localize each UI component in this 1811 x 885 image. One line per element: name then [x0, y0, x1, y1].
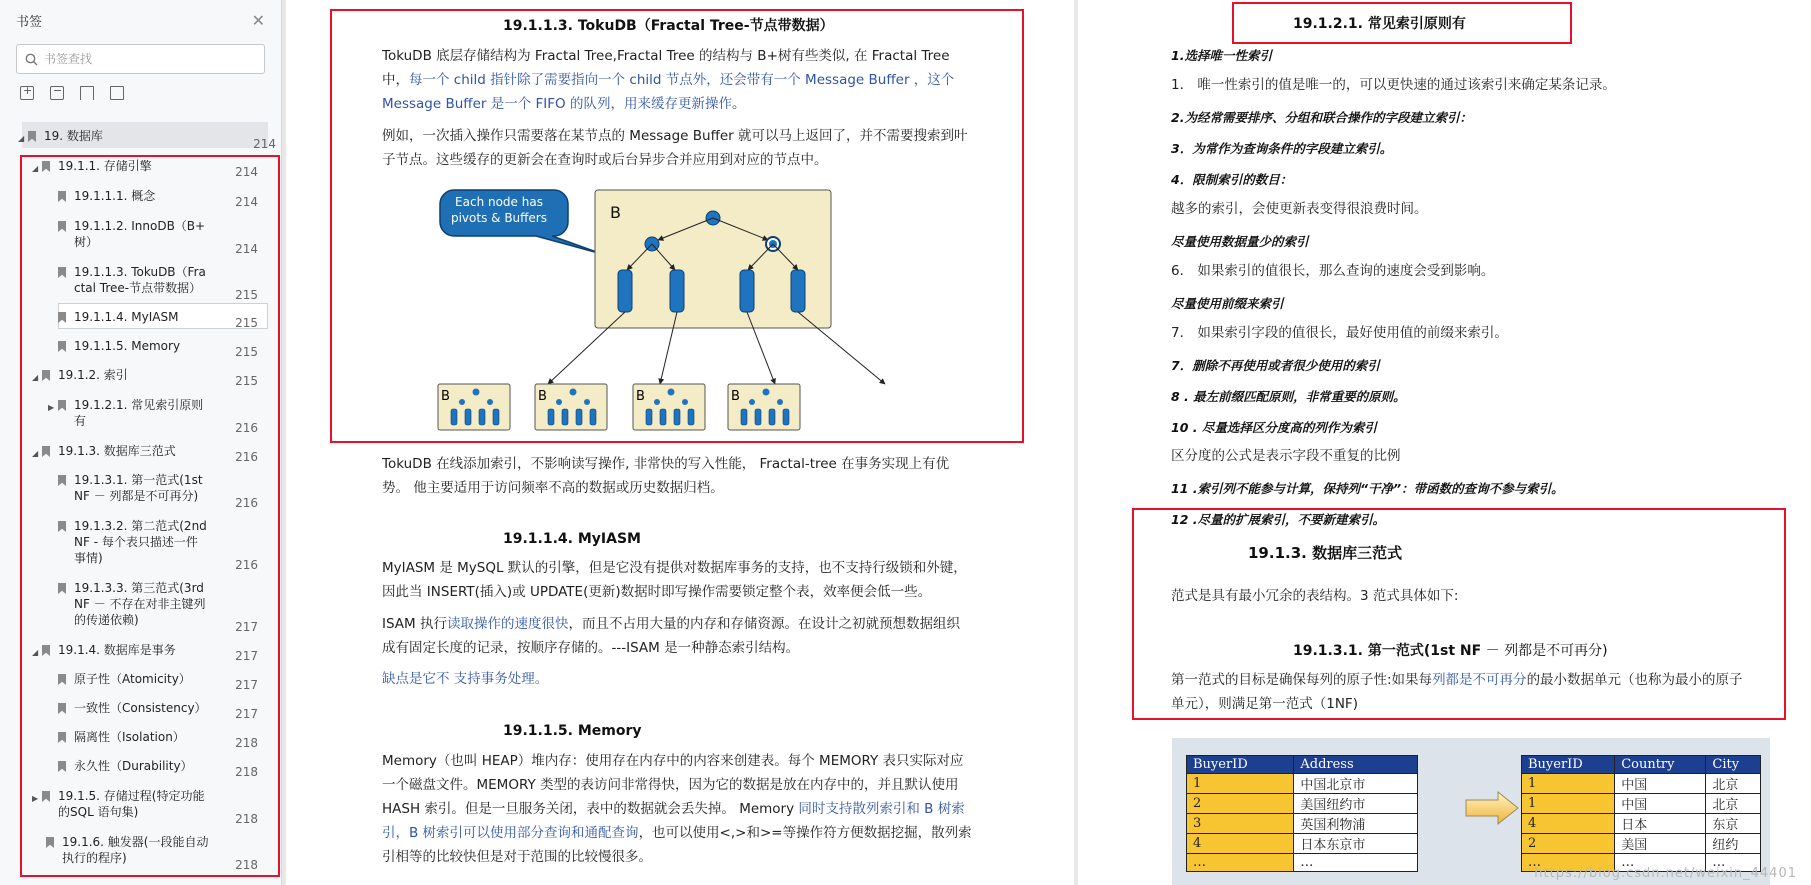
tree-item[interactable] — [32, 367, 270, 386]
text-line: 势。 他主要适用于访问频率不高的数据或历史数据归档。 — [382, 480, 724, 496]
paragraph — [382, 612, 982, 660]
tree-item-page: 217 — [235, 649, 258, 663]
column-header: Address — [1294, 756, 1418, 774]
section-heading-tokudb: 19.1.1.3. TokuDB（Fractal Tree-节点带数据） — [503, 18, 834, 34]
paragraph — [382, 124, 982, 172]
bookmark-icon — [58, 583, 66, 594]
tree-item-page: 217 — [235, 678, 258, 692]
text-line — [382, 68, 982, 92]
table-cell: 日本 — [1615, 814, 1706, 834]
leaf-buffer — [769, 409, 775, 425]
leaf-pivot — [459, 399, 465, 405]
label-line: 事情) — [74, 551, 103, 565]
column-header: BuyerID — [1187, 756, 1294, 774]
bookmark-sidebar — [0, 0, 282, 885]
text-line: 单元），则满足第一范式（1NF) — [1171, 696, 1358, 712]
table-cell: … — [1294, 854, 1418, 872]
leaf-node — [728, 384, 800, 430]
bookmark-icon — [58, 674, 66, 685]
table-cell: 中国 — [1615, 794, 1706, 814]
column-header: BuyerID — [1522, 756, 1615, 774]
text-line: 子节点。这些缓存的更新会在查询时或后台异步合并应用到对应的节点中。 — [382, 152, 828, 168]
paragraph — [1171, 668, 1781, 716]
tree-item-page: 218 — [235, 736, 258, 750]
bookmark-icon — [58, 341, 66, 352]
highlighted-text: 读取操作的速度很快 — [446, 616, 569, 632]
bookmark-icon — [58, 761, 66, 772]
leaf-pivot — [584, 399, 590, 405]
collapse-caret-icon[interactable]: ◢ — [32, 164, 39, 173]
table-cell: 3 — [1187, 814, 1294, 834]
bookmark-icon — [42, 370, 50, 381]
tree-item-label: 19.1.2. 索引 — [58, 368, 128, 382]
rule-text: 区分度的公式是表示字段不重复的比例 — [1171, 448, 1401, 464]
label-line: 19.1.1.3. TokuDB（Fra — [74, 265, 206, 279]
leaf-pivot — [654, 399, 660, 405]
table-cell: 4 — [1522, 814, 1615, 834]
leaf-buffer — [674, 409, 680, 425]
leaf-buffer — [590, 409, 596, 425]
tree-item[interactable] — [58, 580, 270, 634]
highlighted-text: Message Buffer 是一个 FIFO 的队列，用来缓存更新操作 — [382, 96, 732, 112]
section-heading-index: 19.1.2.1. 常见索引原则有 — [1293, 16, 1466, 32]
leaf-buffer — [741, 409, 747, 425]
rule-text: 1． 唯一性索引的值是唯一的，可以更快速的通过该索引来确定某条记录。 — [1171, 77, 1616, 93]
label-line: 的传递依赖) — [74, 613, 139, 627]
leaf-buffer — [646, 409, 652, 425]
leaf-pivot — [777, 399, 783, 405]
leaf-node-label: B — [731, 389, 740, 404]
bookmark-search-input[interactable] — [44, 52, 256, 66]
tree-item[interactable] — [46, 834, 270, 872]
text-line: 成有固定长度的记录，按顺序存储的。---ISAM 是一种静态索引结构。 — [382, 640, 800, 656]
search-icon — [25, 53, 38, 66]
text-span: HASH 索引。但是一旦服务关闭，表中的数据就会丢失掉。 Memory — [382, 801, 799, 817]
leaf-buffer — [548, 409, 554, 425]
leaf-buffer — [755, 409, 761, 425]
leaf-buffer — [576, 409, 582, 425]
label-line: 19.1.2.1. 常见索引原则 — [74, 398, 204, 412]
leaf-node-label: B — [636, 389, 645, 404]
leaf-pivot — [763, 389, 770, 396]
text-line: 一个磁盘文件。MEMORY 类型的表访问非常得快，因为它的数据是放在内存中的，并且默认使用 — [382, 777, 959, 793]
expand-caret-icon[interactable]: ▶ — [32, 794, 39, 803]
text-span: 。 — [731, 96, 746, 112]
text-line: TokuDB 在线添加索引，不影响读写操作, 非常快的写入性能， Fractal-tree 在事务实现上有优 — [382, 456, 950, 472]
text-line: 因此当 INSERT(插入)或 UPDATE(更新)数据时即写操作需要锁定整个表，效率便会低一些。 — [382, 584, 932, 600]
table-cell: 中国北京市 — [1294, 774, 1418, 794]
text-line: 引相等的比较快但是对于范围的比较慢很多。 — [382, 849, 652, 865]
table-row — [1187, 774, 1418, 794]
collapse-caret-icon[interactable]: ◢ — [32, 648, 39, 657]
leaf-buffer — [562, 409, 568, 425]
bookmark-icon — [58, 312, 66, 323]
label-line: 树） — [74, 235, 99, 249]
tree-item[interactable] — [58, 518, 270, 572]
highlighted-text: 同时支持散列索引和 B 树索 — [798, 801, 965, 817]
label-line: NF － 不存在对非主键列 — [74, 597, 206, 611]
bookmark-icon — [58, 732, 66, 743]
tree-item-page: 216 — [235, 421, 258, 435]
callout-text-2: pivots & Buffers — [450, 211, 548, 225]
close-icon[interactable]: ✕ — [251, 10, 265, 30]
root-node-label: B — [610, 203, 621, 222]
table-cell: 英国利物浦 — [1294, 814, 1418, 834]
table-cell: 纽约 — [1706, 834, 1761, 854]
rule-title: 尽量使用数据量少的索引 — [1171, 234, 1309, 249]
rule-title: 1.选择唯一性索引 — [1171, 48, 1272, 63]
tree-item-label: 19.1.3. 数据库三范式 — [58, 444, 176, 458]
watermark: https://blog.csdn.net/weixin_44401 — [1534, 866, 1797, 881]
tree-item-page: 215 — [235, 316, 258, 330]
highlighted-text: 缺点是它不 支持事务处理。 — [382, 671, 549, 687]
rule-title: 10 . 尽量选择区分度高的列作为索引 — [1171, 420, 1377, 435]
bookmark-icon — [42, 645, 50, 656]
highlighted-text: 引，B 树索引可以使用部分查询和通配查询 — [382, 825, 639, 841]
table-cell: 1 — [1522, 774, 1615, 794]
tree-item-page: 214 — [253, 137, 276, 151]
leaf-pivot — [487, 399, 493, 405]
leaf-node-label: B — [538, 389, 547, 404]
message-buffer — [670, 270, 684, 312]
text-line: Memory（也叫 HEAP）堆内存：使用存在内存中的内容来创建表。每个 MEMORY 表只实际对应 — [382, 753, 964, 769]
paragraph — [382, 556, 982, 604]
table-cell: … — [1522, 854, 1615, 872]
rule-title: 7．删除不再使用或者很少使用的索引 — [1171, 358, 1380, 373]
table-cell: 1 — [1187, 774, 1294, 794]
tree-item-label: 19.1.1.4. MyIASM — [74, 310, 179, 324]
table-cell: 2 — [1187, 794, 1294, 814]
table-cell: 东京 — [1706, 814, 1761, 834]
table-cell: … — [1615, 854, 1706, 872]
rule-title: 12 .尽量的扩展索引，不要新建索引。 — [1171, 512, 1385, 527]
text-line — [382, 612, 982, 636]
label-line: 的SQL 语句集) — [58, 805, 139, 819]
tree-item-page: 216 — [235, 450, 258, 464]
tree-item-page: 215 — [235, 374, 258, 388]
tree-item[interactable] — [58, 700, 270, 721]
leaf-nodes — [438, 384, 800, 430]
table-cell: 4 — [1187, 834, 1294, 854]
message-buffer — [618, 270, 632, 312]
text-span: 中， — [382, 72, 409, 88]
bookmark-icon — [42, 791, 50, 802]
tree-item-label: 永久性（Durability） — [74, 759, 193, 773]
rule-text: 6． 如果索引的值很长，那么查询的速度会受到影响。 — [1171, 263, 1495, 279]
label-line: 19.1.3.2. 第二范式(2nd — [74, 519, 207, 533]
paragraph — [382, 667, 982, 691]
section-heading-normal-forms: 19.1.3. 数据库三范式 — [1248, 544, 1403, 562]
label-line: NF － 列都是不可再分) — [74, 489, 199, 503]
table-row — [1522, 774, 1761, 794]
bookmark-search[interactable] — [16, 44, 265, 74]
table-cell: 2 — [1522, 834, 1615, 854]
tree-item-page: 214 — [235, 195, 258, 209]
label-line: 19.1.1.2. InnoDB（B+ — [74, 219, 206, 233]
rule-title: 8 . 最左前缀匹配原则，非常重要的原则。 — [1171, 389, 1406, 404]
section-heading-memory: 19.1.1.5. Memory — [503, 723, 642, 739]
leaf-node — [633, 384, 705, 430]
text-span: ，也可以使用<,>和>=等操作符方便数据挖掘，散列索 — [638, 825, 972, 841]
leaf-buffer — [493, 409, 499, 425]
bookmark-icon — [58, 267, 66, 278]
text-span: 的最小数据单元（也称为最小的原子 — [1526, 672, 1743, 688]
highlighted-text: 每一个 child 指针除了需要指向一个 child 节点外，还会带有一个 Message Buffer ，这个 — [409, 72, 955, 88]
table-cell: 美国 — [1615, 834, 1706, 854]
paragraph — [382, 452, 982, 500]
message-buffer — [740, 270, 754, 312]
leaf-pivot — [570, 389, 577, 396]
leaf-node — [438, 384, 510, 430]
sidebar-header — [0, 0, 281, 40]
bookmark-icon — [42, 446, 50, 457]
tree-item[interactable] — [58, 729, 270, 750]
tree-item-label: 19.1.1.5. Memory — [74, 339, 181, 353]
table-cell: … — [1706, 854, 1761, 872]
text-span: ISAM 执行 — [382, 616, 447, 632]
leaf-buffer — [451, 409, 457, 425]
rule-title: 2.为经常需要排序、分组和联合操作的字段建立索引： — [1171, 110, 1472, 125]
tree-item[interactable] — [58, 758, 270, 779]
tree-edge — [798, 312, 885, 384]
bookmark-icon — [28, 131, 36, 142]
tree-item-page: 218 — [235, 765, 258, 779]
rule-text: 7． 如果索引字段的值很长，最好使用值的前缀来索引。 — [1171, 325, 1508, 341]
tree-item-label: 19.1.1. 存储引擎 — [58, 159, 152, 173]
table-row — [1187, 794, 1418, 814]
table-row — [1522, 814, 1761, 834]
sidebar-title: 书签 — [16, 14, 43, 30]
tree-item[interactable] — [32, 788, 270, 826]
paragraph: 范式是具有最小冗余的表结构。3 范式具体如下: — [1171, 588, 1459, 604]
tree-item[interactable] — [58, 338, 270, 359]
fractal-tree-diagram — [430, 178, 960, 438]
leaf-buffer — [479, 409, 485, 425]
tree-item-label: 19. 数据库 — [44, 129, 103, 143]
sidebar-toolbar — [0, 74, 281, 112]
bookmark-icon — [58, 191, 66, 202]
table-header-row — [1187, 756, 1418, 774]
leaf-node — [535, 384, 607, 430]
text-line — [1171, 668, 1781, 692]
text-span: 第一范式的目标是确保每列的原子性:如果每 — [1171, 672, 1433, 688]
rule-title: 4．限制索引的数目： — [1171, 172, 1293, 187]
tree-item-page: 217 — [235, 620, 258, 634]
tree-item-page: 214 — [235, 165, 258, 179]
rule-title: 3．为常作为查询条件的字段建立索引。 — [1171, 141, 1393, 156]
leaf-buffer — [688, 409, 694, 425]
tree-item[interactable] — [58, 218, 270, 256]
bookmark-icon — [58, 400, 66, 411]
leaf-buffer — [783, 409, 789, 425]
tree-item-label: 一致性（Consistency） — [74, 701, 207, 715]
table-cell: 美国纽约市 — [1294, 794, 1418, 814]
tree-item[interactable] — [58, 472, 270, 510]
bookmark-icon[interactable] — [110, 86, 124, 100]
tree-item[interactable] — [48, 397, 270, 435]
text-span: ，而且不占用大量的内存和存储资源。在设计之初就预想数据组织 — [568, 616, 960, 632]
table-cell: 1 — [1522, 794, 1615, 814]
buyer-address-table — [1186, 755, 1418, 872]
bookmark-icon — [58, 703, 66, 714]
label-line: 19.1.6. 触发器(一段能自动 — [62, 835, 209, 849]
leaf-pivot — [682, 399, 688, 405]
collapse-all-icon[interactable] — [50, 86, 64, 100]
text-line — [382, 92, 982, 116]
tree-item-page: 216 — [235, 496, 258, 510]
text-line: TokuDB 底层存储结构为 Fractal Tree,Fractal Tree 的结构与 B+树有些类似, 在 Fractal Tree — [382, 48, 950, 64]
label-line: ctal Tree-节点带数据） — [74, 281, 202, 295]
section-heading-1nf — [1293, 640, 1608, 660]
heading-span: － 列都是不可再分) — [1481, 643, 1608, 659]
tree-item-page: 216 — [235, 558, 258, 572]
column-header: City — [1706, 756, 1761, 774]
table-row — [1187, 854, 1418, 872]
table-row — [1522, 794, 1761, 814]
tree-item[interactable] — [18, 128, 288, 151]
text-line: MyIASM 是 MySQL 默认的引擎，但是它没有提供对数据库事务的支持，也不支持行级锁和外键， — [382, 560, 967, 576]
tree-item[interactable] — [58, 264, 270, 302]
tree-item-page: 215 — [235, 288, 258, 302]
rule-text: 越多的索引，会使更新表变得很浪费时间。 — [1171, 201, 1428, 217]
leaf-node-label: B — [441, 389, 450, 404]
table-header-row — [1522, 756, 1761, 774]
paragraph — [382, 44, 982, 116]
leaf-pivot — [749, 399, 755, 405]
collapse-caret-icon[interactable]: ◢ — [18, 134, 25, 143]
leaf-pivot — [556, 399, 562, 405]
text-line: 例如，一次插入操作只需要落在某节点的 Message Buffer 就可以马上返回了，并不需要搜索到叶 — [382, 128, 968, 144]
table-cell: 北京 — [1706, 794, 1761, 814]
label-line: 19.1.3.3. 第三范式(3rd — [74, 581, 204, 595]
tree-item-page: 215 — [235, 345, 258, 359]
table-row — [1522, 834, 1761, 854]
tree-item-label: 隔离性（Isolation） — [74, 730, 185, 744]
rule-title: 尽量使用前缀来索引 — [1171, 296, 1284, 311]
tree-item-label: 19.1.4. 数据库是事务 — [58, 643, 176, 657]
label-line: 19.1.3.1. 第一范式(1st — [74, 473, 203, 487]
callout-text-1: Each node has — [455, 195, 543, 209]
expand-caret-icon[interactable]: ▶ — [48, 403, 55, 412]
tree-item[interactable] — [32, 158, 270, 177]
table-row — [1187, 834, 1418, 854]
leaf-pivot — [473, 389, 480, 396]
tree-item-label: 原子性（Atomicity） — [74, 672, 191, 686]
bookmark-icon — [58, 221, 66, 232]
tree-item-page: 218 — [235, 812, 258, 826]
leaf-buffer — [660, 409, 666, 425]
table-cell: 中国 — [1615, 774, 1706, 794]
label-line: 执行的程序) — [62, 851, 127, 865]
heading-span: 19.1.3.1. 第一范式(1st NF — [1293, 643, 1482, 659]
section-heading-myiasm: 19.1.1.4. MyIASM — [503, 531, 641, 547]
table-cell: … — [1187, 854, 1294, 872]
tree-item-selected[interactable] — [58, 309, 270, 330]
table-row — [1187, 814, 1418, 834]
bookmark-icon — [46, 837, 54, 848]
expand-all-icon[interactable] — [20, 86, 34, 100]
label-line: 19.1.5. 存储过程(特定功能 — [58, 789, 205, 803]
rule-title: 11 .索引列不能参与计算，保持列“干净”：带函数的查询不参与索引。 — [1171, 481, 1564, 496]
label-line: NF - 每个表只描述一件 — [74, 535, 198, 549]
bookmark-icon — [42, 161, 50, 172]
collapse-caret-icon[interactable]: ◢ — [32, 373, 39, 382]
text-line — [382, 821, 982, 845]
add-bookmark-icon[interactable] — [80, 86, 94, 100]
tree-item[interactable] — [32, 642, 270, 661]
paragraph — [382, 749, 982, 869]
table-cell: 北京 — [1706, 774, 1761, 794]
tree-item-page: 214 — [235, 242, 258, 256]
text-line — [382, 797, 982, 821]
label-line: 有 — [74, 414, 87, 428]
leaf-buffer — [465, 409, 471, 425]
leaf-pivot — [668, 389, 675, 396]
message-buffer — [791, 270, 805, 312]
collapse-caret-icon[interactable]: ◢ — [32, 449, 39, 458]
tree-item[interactable] — [32, 443, 270, 462]
arrow-right-icon — [1464, 790, 1520, 826]
tree-item-page: 218 — [235, 858, 258, 872]
table-cell: 日本东京市 — [1294, 834, 1418, 854]
tree-edge — [548, 312, 625, 384]
column-header: Country — [1615, 756, 1706, 774]
tree-item-page: 217 — [235, 707, 258, 721]
tree-item[interactable] — [58, 188, 270, 209]
bookmark-icon — [58, 475, 66, 486]
highlighted-text: 列都是不可再分 — [1432, 672, 1527, 688]
bookmark-icon — [58, 521, 66, 532]
buyer-country-city-table — [1521, 755, 1761, 872]
tree-item[interactable] — [58, 671, 270, 692]
tree-item-label: 19.1.1.1. 概念 — [74, 189, 156, 203]
